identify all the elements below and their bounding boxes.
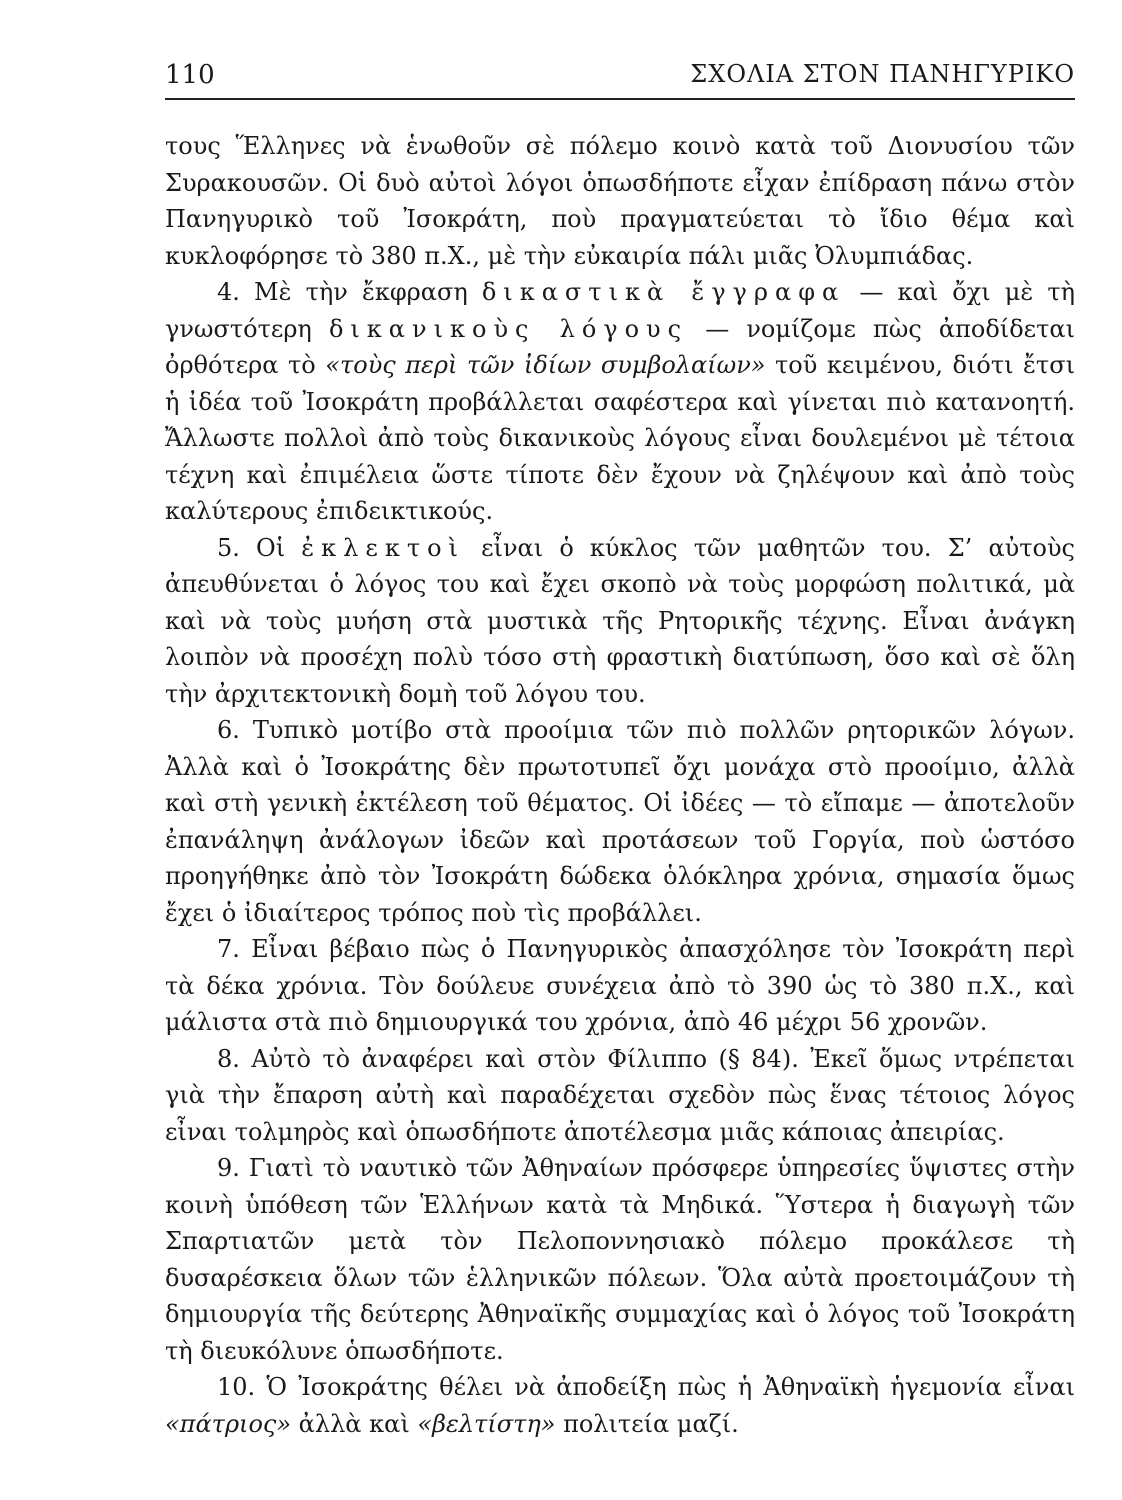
note-10-italic-quote-2: «βελτίστη» [417,1409,556,1438]
note-4 [165,274,1075,530]
note-10-text: πολιτεία μαζί. [555,1409,739,1438]
note-4-text: τοῦ κειμένου, διότι ἔτσι ἡ ἰδέα τοῦ Ἰσοκράτη προβάλλεται σαφέστερα καὶ γίνεται πιὸ κατανοητή. Ἄλλωστε πολλοὶ ἀπὸ τοὺς δικανικοὺς λόγους εἶναι δουλεμένοι μὲ τέτοια τέχνη καὶ ἐπιμέλεια ὥστε τίποτε δὲν ἔχουν νὰ ζηλέψουν καὶ ἀπὸ τοὺς καλύτερους ἐπιδεικτικούς. [165,351,1075,525]
note-9: 9. Γιατὶ τὸ ναυτικὸ τῶν Ἀθηναίων πρόσφερε ὑπηρεσίες ὕψιστες στὴν κοινὴ ὑπόθεση τῶν Ἑλλήνων κατὰ τὰ Μηδικά. Ὕστερα ἡ διαγωγὴ τῶν Σπαρτιατῶν μετὰ τὸν Πελοποννησιακὸ πόλεμο προκάλεσε τὴ δυσαρέσκεια ὅλων τῶν ἑλληνικῶν πόλεων. Ὅλα αὐτὰ προετοιμάζουν τὴ δημιουργία τῆς δεύτερης Ἀθηναϊκῆς συμμαχίας καὶ ὁ λόγος τοῦ Ἰσοκράτη τὴ διευκόλυνε ὁπωσδήποτε. [165,1154,1075,1365]
note-5 [165,530,1075,713]
note-4-text: — καὶ ὄχι μὲ τὴ γνωστότερη [165,278,1076,343]
note-4-italic-quote: «τοὺς περὶ τῶν ἰδίων συμβολαίων» [325,351,766,379]
note-10 [165,1369,1075,1442]
note-5-text: εἶναι ὁ κύκλος τῶν μαθητῶν του. Σ’ αὐτοὺς ἀπευθύνεται ὁ λόγος του καὶ ἔχει σκοπὸ νὰ τοὺς μορφώση πολιτικά, μὰ καὶ νὰ τοὺς μυήση στὰ μυστικὰ τῆς Ρητορικῆς τέχνης. Εἶναι ἀνάγκη λοιπὸν νὰ προσέχη πολὺ τόσο στὴ φραστικὴ διατύπωση, ὅσο καὶ σὲ ὅλη τὴν ἀρχιτεκτονικὴ δομὴ τοῦ λόγου του. [165,533,1075,708]
note-10-text: ἀλλὰ καὶ [291,1409,418,1438]
note-7: 7. Εἶναι βέβαιο πὼς ὁ Πανηγυρικὸς ἀπασχόλησε τὸν Ἰσοκράτη περὶ τὰ δέκα χρόνια. Τὸν δούλευε συνέχεια ἀπὸ τὸ 390 ὡς τὸ 380 π.Χ., καὶ μάλιστα στὰ πιὸ δημιουργικά του χρόνια, ἀπὸ 46 μέχρι 56 χρονῶν. [165,935,1075,1036]
note-5-spaced-term: ἐκλεκτοὶ [301,533,465,562]
note-10-text: 10. Ὁ Ἰσοκράτης θέλει νὰ ἀποδείξη πὼς ἡ Ἀθηναϊκὴ ἡγεμονία εἶναι [217,1373,1075,1401]
note-4-text: — νομίζομε πὼς ἀποδίδεται ὀρθότερα τὸ [165,314,1075,379]
note-4-text: 4. Μὲ τὴν ἔκφραση [217,278,482,306]
header-rule [165,98,1075,100]
running-title: ΣΧΟΛΙΑ ΣΤΟΝ ΠΑΝΗΓΥΡΙΚΟ [690,60,1075,88]
note-8: 8. Αὐτὸ τὸ ἀναφέρει καὶ στὸν Φίλιππο (§ 84). Ἐκεῖ ὅμως ντρέπεται γιὰ τὴν ἔπαρση αὐτὴ καὶ παραδέχεται σχεδὸν πὼς ἕνας τέτοιος λόγος εἶναι τολμηρὸς καὶ ὁπωσδήποτε ἀποτέλεσμα μιᾶς κάποιας ἀπειρίας. [165,1044,1075,1146]
page-number: 110 [165,60,215,90]
note-4-spaced-term-2: δικανικοὺς λόγους [328,314,689,343]
notes-body [165,128,1075,1442]
note-5-text: 5. Οἱ [217,533,302,562]
note-4-spaced-term-1: δικαστικὰ ἔγγραφα [481,278,846,306]
note-10-italic-quote-1: «πάτριος» [165,1409,292,1438]
note-6: 6. Τυπικὸ μοτίβο στὰ προοίμια τῶν πιὸ πολλῶν ρητορικῶν λόγων. Ἀλλὰ καὶ ὁ Ἰσοκράτης δὲν πρωτοτυπεῖ ὄχι μονάχα στὸ προοίμιο, ἀλλὰ καὶ στὴ γενικὴ ἐκτέλεση τοῦ θέματος. Οἱ ἰδέες — τὸ εἴπαμε — ἀποτελοῦν ἐπανάληψη ἀνάλογων ἰδεῶν καὶ προτάσεων τοῦ Γοργία, ποὺ ὡστόσο προηγήθηκε ἀπὸ τὸν Ἰσοκράτη δώδεκα ὁλόκληρα χρόνια, σημασία ὅμως ἔχει ὁ ἰδιαίτερος τρόπος ποὺ τὶς προβάλλει. [165,716,1075,927]
page-header [165,60,1075,98]
note-paragraph-continuation: τους Ἕλληνες νὰ ἑνωθοῦν σὲ πόλεμο κοινὸ κατὰ τοῦ Διονυσίου τῶν Συρακουσῶν. Οἱ δυὸ αὐτοὶ λόγοι ὁπωσδήποτε εἶχαν ἐπίδραση πάνω στὸν Πανηγυρικὸ τοῦ Ἰσοκράτη, ποὺ πραγματεύεται τὸ ἴδιο θέμα καὶ κυκλοφόρησε τὸ 380 π.Χ., μὲ τὴν εὐκαιρία πάλι μιᾶς Ὀλυμπιάδας. [165,132,1075,270]
